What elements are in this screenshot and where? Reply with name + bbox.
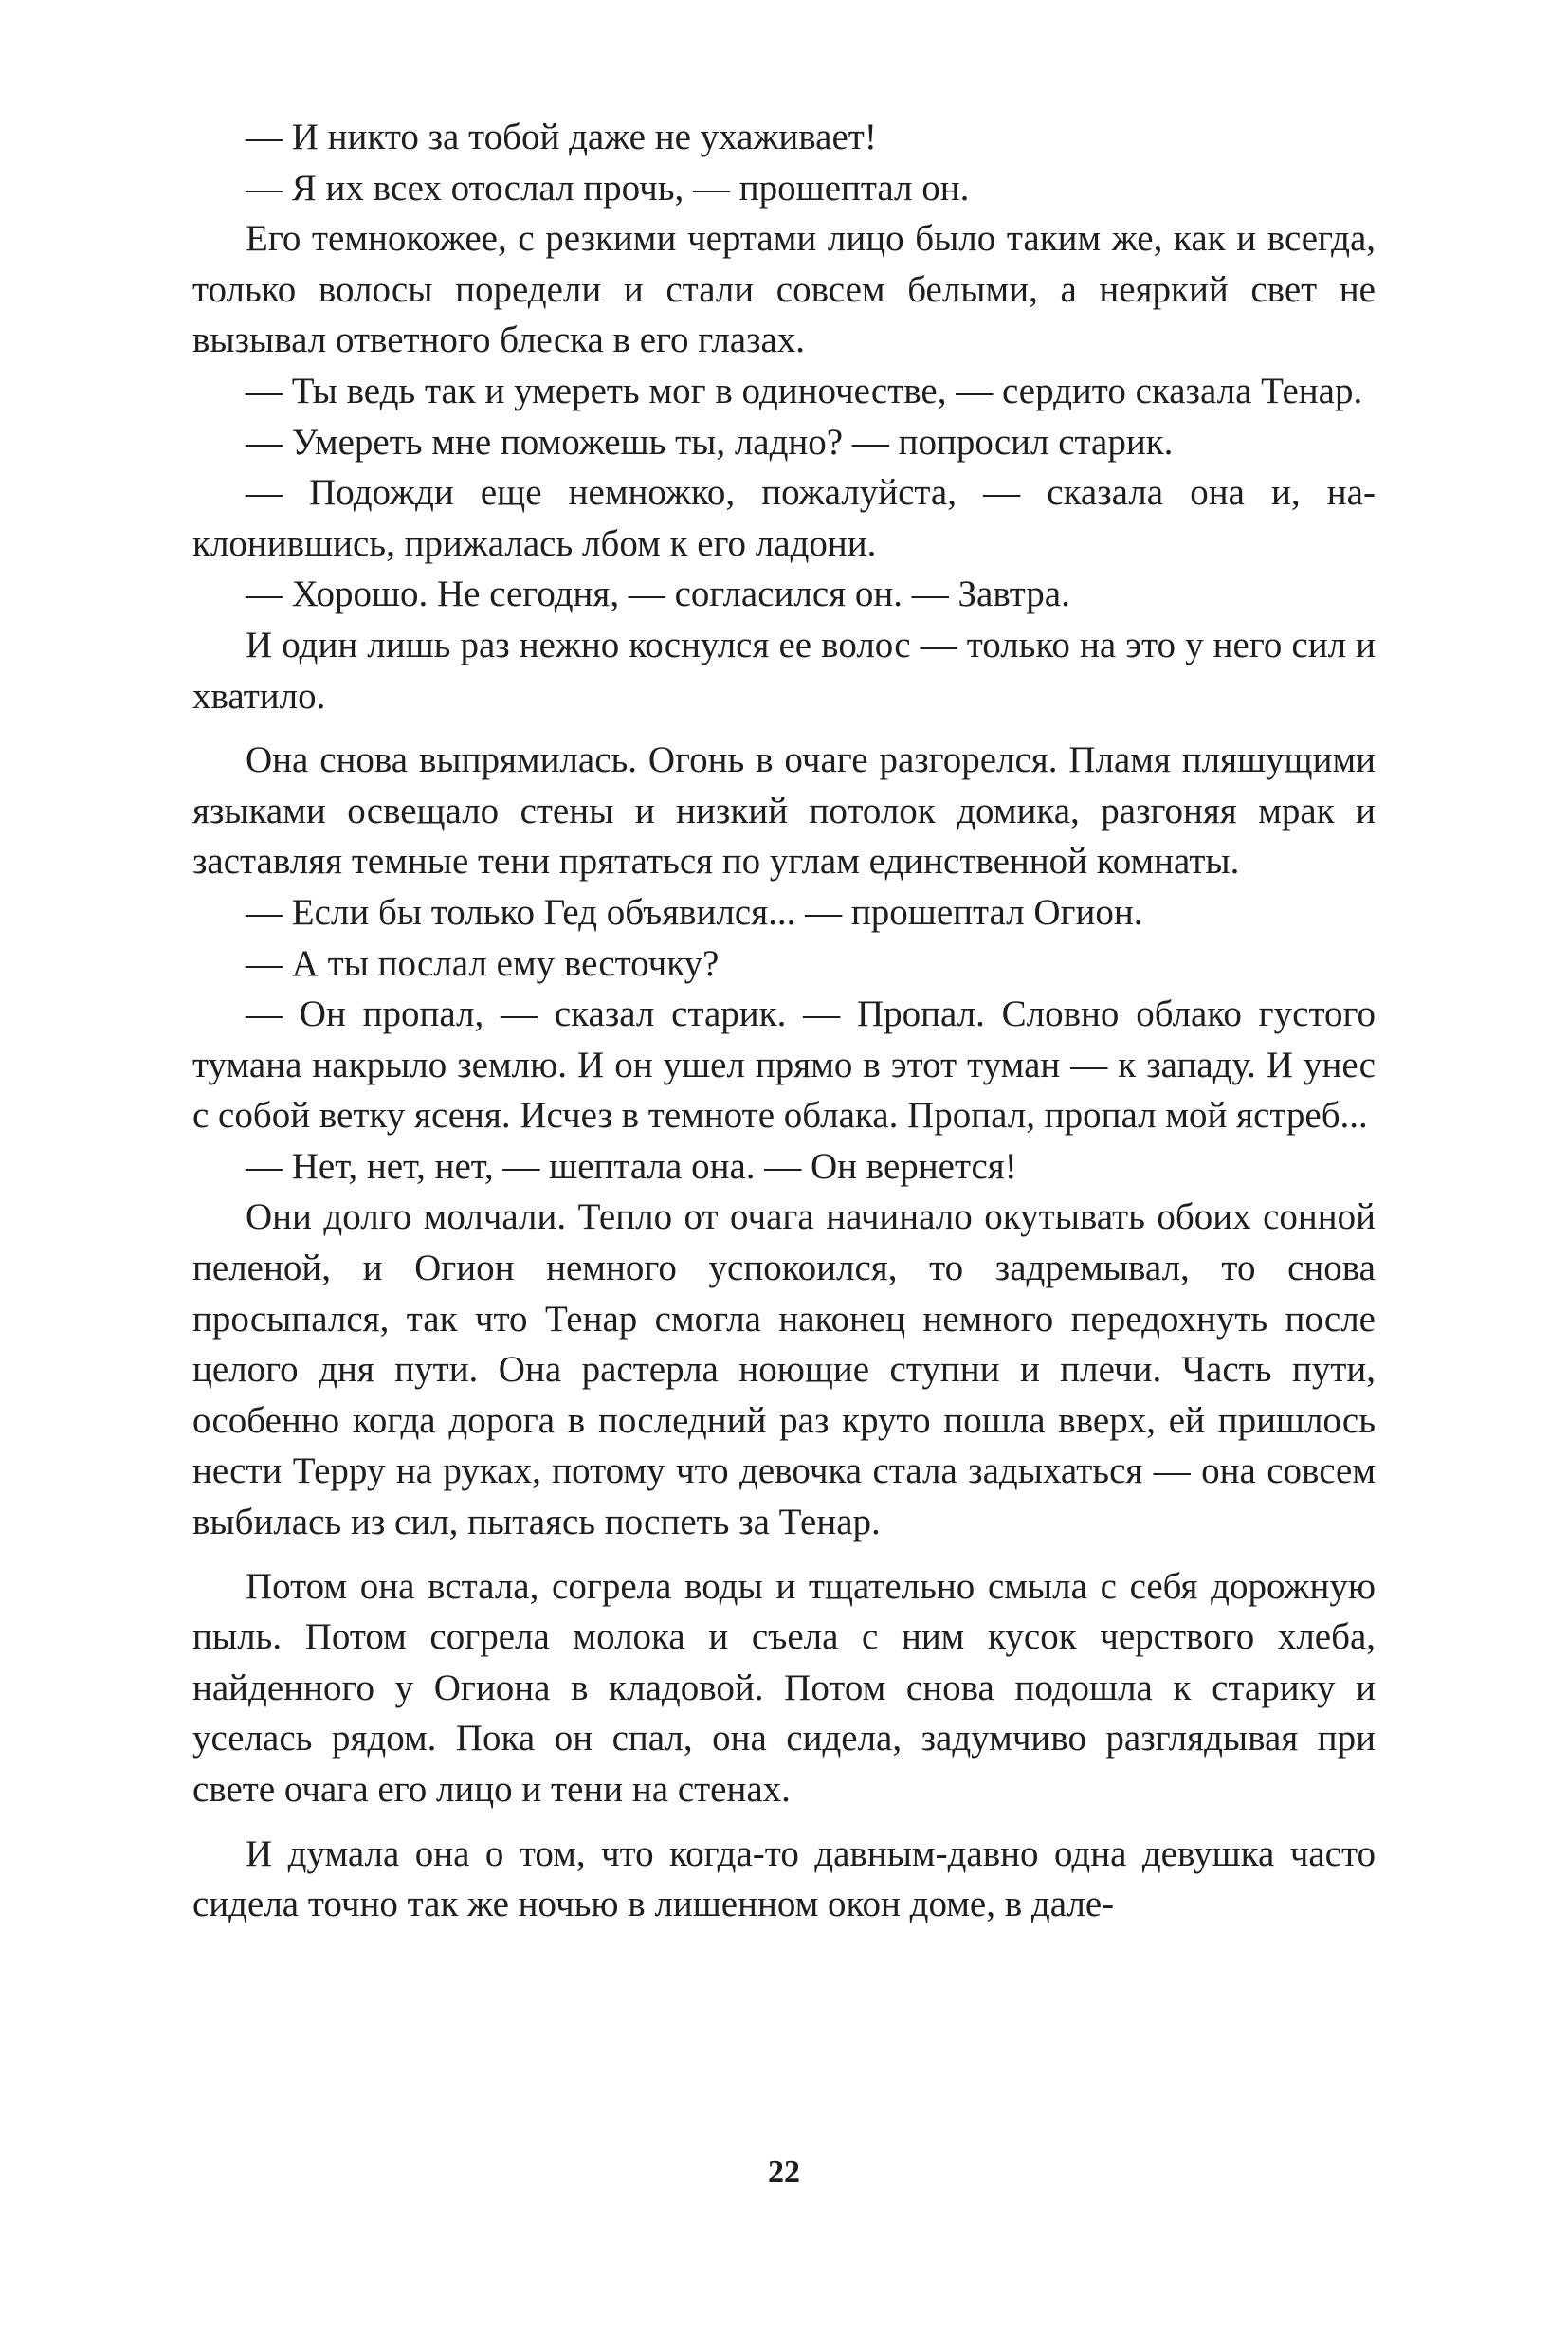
paragraph: — Подожди еще немножко, пожалуйста, — сказала она и, наклонившись, прижалась лбом к его ладони. <box>192 472 1376 564</box>
paragraph: И думала она о том, что когда-то давным-давно одна девушка часто сидела точно так же ночью в лишенном окон доме, в дале- <box>192 1832 1376 1925</box>
body-text <box>192 112 1376 1930</box>
paragraph: — Он пропал, — сказал старик. — Пропал. Словно облако густого тумана накрыло землю. И он ушел прямо в этот туман — к западу. И унес с собой ветку ясеня. Исчез в темноте облака. Пропал, пропал мой ястреб... <box>192 993 1376 1137</box>
paragraph: Они долго молчали. Тепло от очага начинало окутывать обоих сонной пеленой, и Огион немного успокоился, то задремывал, то снова просыпался, так что Тенар смогла наконец немного передохнуть после целого дня пути. Она растерла ноющие ступни и плечи. Часть пути, особенно когда дорога в последний раз круто пошла вверх, ей пришлось нести Терру на руках, потому что девочка стала задыхаться — она совсем выбилась из сил, пытаясь поспеть за Тенар. <box>192 1196 1376 1543</box>
paragraph: Она снова выпрямилась. Огонь в очаге разгорелся. Пламя пляшущими языками освещало стены и низкий потолок домика, разгоняя мрак и заставляя темные тени прятаться по углам единственной комнаты. <box>192 739 1376 883</box>
paragraph: — Ты ведь так и умереть мог в одиночестве, — сердито сказала Тенар. <box>246 370 1363 411</box>
paragraph: — Если бы только Гед объявился... — прошептал Огион. <box>246 891 1143 933</box>
paragraph: Потом она встала, согрела воды и тщательно смыла с себя дорожную пыль. Потом согрела молока и съела с ним кусок черствого хлеба, найденного у Огиона в кладовой. Потом снова подошла к старику и уселась рядом. Пока он спал, она сидела, задумчиво разглядывая при свете очага его лицо и тени на стенах. <box>192 1565 1376 1810</box>
paragraph: — Нет, нет, нет, — шептала она. — Он вернется! <box>246 1145 1017 1187</box>
page-number: 22 <box>768 2155 800 2190</box>
paragraph: — И никто за тобой даже не ухаживает! <box>246 117 877 157</box>
paragraph: И один лишь раз нежно коснулся ее волос — только на это у него сил и хватило. <box>192 624 1376 717</box>
paragraph: — Я их всех отослал прочь, — прошептал он. <box>246 167 970 209</box>
paragraph: Его темнокожее, с резкими чертами лицо было таким же, как и всегда, только волосы поредели и стали совсем белыми, а неяркий свет не вызывал ответного блеска в его глазах. <box>192 218 1376 361</box>
paragraph: — Хорошо. Не сегодня, — согласился он. — Завтра. <box>246 574 1070 615</box>
paragraph: — Умереть мне поможешь ты, ладно? — попросил старик. <box>246 421 1174 463</box>
paragraph: — А ты послал ему весточку? <box>246 942 720 984</box>
